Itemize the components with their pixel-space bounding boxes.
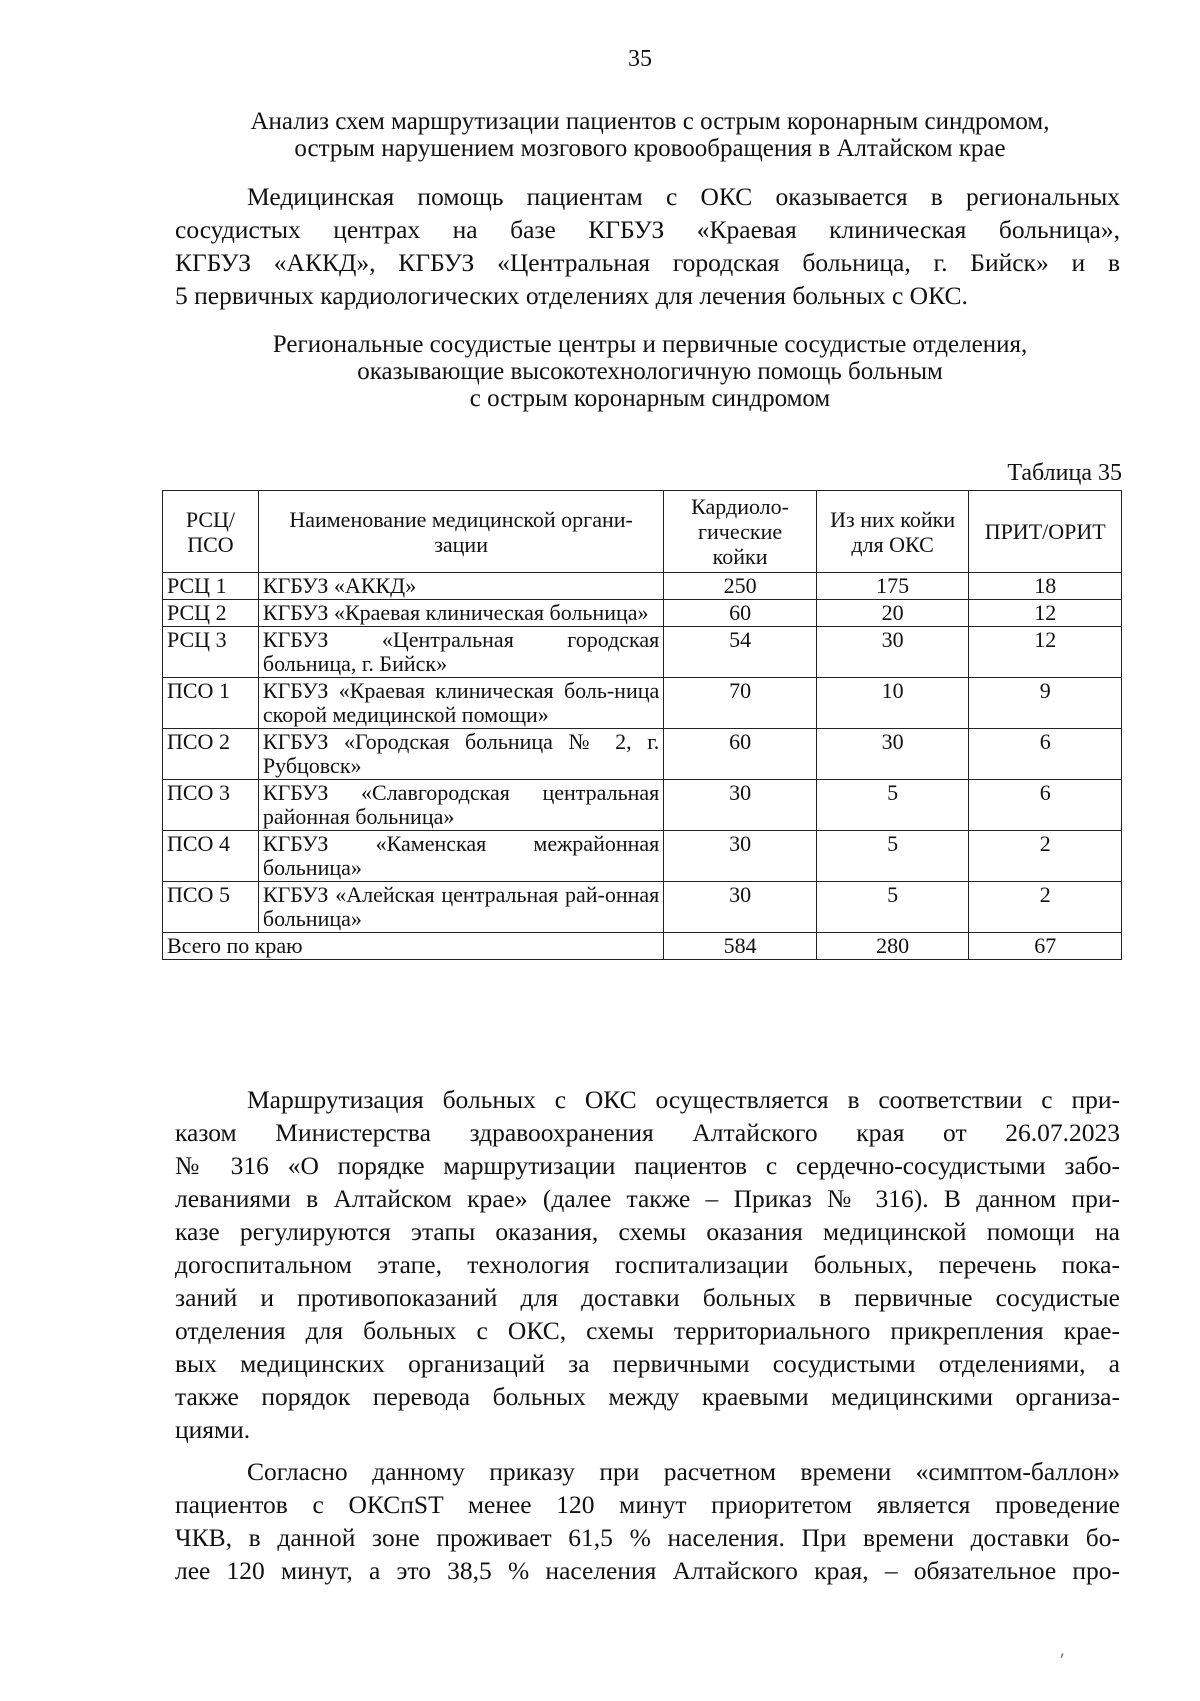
cell-total-oks: 280	[816, 933, 969, 960]
cell-total-cardio: 584	[664, 933, 817, 960]
cell-oks: 5	[816, 831, 969, 882]
cell-name: КГБУЗ «АККД»	[258, 573, 663, 600]
table-header-row	[163, 491, 1122, 573]
table-title	[175, 331, 1125, 412]
table-row	[163, 780, 1122, 831]
scan-mark: ⸴	[1060, 1642, 1065, 1662]
paragraph-line: также порядок перевода больных между краевыми медицинскими организа-	[175, 1382, 1120, 1411]
cell-icu: 9	[969, 678, 1122, 729]
paragraph-line: отделения для больных с ОКС, схемы территориального прикрепления крае-	[175, 1316, 1120, 1345]
table-caption: Таблица 35	[1007, 460, 1122, 486]
paragraph-line: догоспитальном этапе, технология госпитализации больных, перечень пока-	[175, 1250, 1120, 1279]
intro-paragraph	[175, 180, 1120, 312]
paragraph-line: лее 120 минут, а это 38,5 % населения Алтайского края, – обязательное про-	[175, 1556, 1120, 1585]
header-name: Наименование медицинской органи-зации	[258, 491, 663, 573]
cell-code: ПСО 5	[163, 882, 259, 933]
paragraph-line: пациентов с ОКСпST менее 120 минут приоритетом является проведение	[175, 1490, 1120, 1519]
header-cardio-beds: Кардиоло-гические койки	[664, 491, 817, 573]
header-code: РСЦ/ ПСО	[163, 491, 259, 573]
cell-name: КГБУЗ «Каменская межрайонная больница»	[258, 831, 663, 882]
paragraph-line: сосудистых центрах на базе КГБУЗ «Краевая клиническая больница»,	[175, 215, 1120, 244]
cell-cardio: 70	[664, 678, 817, 729]
cell-oks: 20	[816, 600, 969, 627]
cell-cardio: 54	[664, 627, 817, 678]
cell-name: КГБУЗ «Центральная городская больница, г. Бийск»	[258, 627, 663, 678]
cell-icu: 12	[969, 600, 1122, 627]
paragraph-line: 5 первичных кардиологических отделениях для лечения больных с ОКС.	[175, 281, 968, 310]
table-title-line: оказывающие высокотехнологичную помощь больным	[357, 358, 943, 385]
cell-code: ПСО 2	[163, 729, 259, 780]
paragraph-line: казом Министерства здравоохранения Алтайского края от 26.07.2023	[175, 1118, 1120, 1147]
paragraph-line: заний и противопоказаний для доставки больных в первичные сосудистые	[175, 1283, 1120, 1312]
paragraph-line: Маршрутизация больных с ОКС осуществляется в соответствии с при-	[247, 1085, 1120, 1114]
table-row	[163, 882, 1122, 933]
cell-cardio: 60	[664, 600, 817, 627]
table-row	[163, 831, 1122, 882]
cell-total-label: Всего по краю	[163, 933, 664, 960]
paragraph-line: леваниями в Алтайском крае» (далее также – Приказ № 316). В данном при-	[175, 1184, 1120, 1213]
cell-code: РСЦ 2	[163, 600, 259, 627]
cell-icu: 18	[969, 573, 1122, 600]
cell-oks: 30	[816, 627, 969, 678]
cell-cardio: 30	[664, 780, 817, 831]
table-title-line: Региональные сосудистые центры и первичные сосудистые отделения,	[272, 331, 1028, 358]
paragraph-line: казе регулируются этапы оказания, схемы оказания медицинской помощи на	[175, 1217, 1120, 1246]
paragraph-line: циями.	[175, 1415, 251, 1444]
cell-cardio: 30	[664, 831, 817, 882]
table-row	[163, 678, 1122, 729]
cell-name: КГБУЗ «Краевая клиническая боль-ница скорой медицинской помощи»	[258, 678, 663, 729]
table-row	[163, 600, 1122, 627]
section-heading	[175, 108, 1125, 162]
cell-name: КГБУЗ «Краевая клиническая больница»	[258, 600, 663, 627]
cell-name: КГБУЗ «Славгородская центральная районная больница»	[258, 780, 663, 831]
table-row	[163, 627, 1122, 678]
cell-oks: 5	[816, 882, 969, 933]
paragraph-line: Согласно данному приказу при расчетном времени «симптом-баллон»	[247, 1457, 1120, 1486]
priority-paragraph	[175, 1455, 1120, 1587]
cell-code: РСЦ 1	[163, 573, 259, 600]
cell-total-icu: 67	[969, 933, 1122, 960]
cell-code: ПСО 4	[163, 831, 259, 882]
cell-oks: 30	[816, 729, 969, 780]
routing-paragraph	[175, 1083, 1120, 1446]
paragraph-line: Медицинская помощь пациентам с ОКС оказывается в региональных	[247, 182, 1120, 211]
cell-oks: 5	[816, 780, 969, 831]
paragraph-line: № 316 «О порядке маршрутизации пациентов с сердечно-сосудистыми забо-	[175, 1151, 1120, 1180]
cell-cardio: 250	[664, 573, 817, 600]
paragraph-line: КГБУЗ «АККД», КГБУЗ «Центральная городская больница, г. Бийск» и в	[175, 248, 1120, 277]
cell-code: РСЦ 3	[163, 627, 259, 678]
cell-icu: 6	[969, 780, 1122, 831]
cell-code: ПСО 3	[163, 780, 259, 831]
cell-code: ПСО 1	[163, 678, 259, 729]
paragraph-line: вых медицинских организаций за первичными сосудистыми отделениями, а	[175, 1349, 1120, 1378]
cell-name: КГБУЗ «Городская больница № 2, г. Рубцовск»	[258, 729, 663, 780]
cell-name: КГБУЗ «Алейская центральная рай-онная больница»	[258, 882, 663, 933]
cell-oks: 175	[816, 573, 969, 600]
table-row	[163, 729, 1122, 780]
table-title-line: с острым коронарным синдромом	[469, 385, 831, 412]
table-row	[163, 573, 1122, 600]
cell-oks: 10	[816, 678, 969, 729]
cell-icu: 2	[969, 831, 1122, 882]
hospitals-table	[162, 490, 1122, 960]
page-number: 35	[628, 46, 652, 72]
cell-cardio: 30	[664, 882, 817, 933]
paragraph-line: ЧКВ, в данной зоне проживает 61,5 % населения. При времени доставки бо-	[175, 1523, 1120, 1552]
cell-icu: 12	[969, 627, 1122, 678]
table-total-row	[163, 933, 1122, 960]
header-icu: ПРИТ/ОРИТ	[969, 491, 1122, 573]
heading-line: острым нарушением мозгового кровообращения в Алтайском крае	[294, 135, 1006, 162]
cell-icu: 2	[969, 882, 1122, 933]
header-oks-beds: Из них койки для ОКС	[816, 491, 969, 573]
cell-icu: 6	[969, 729, 1122, 780]
cell-cardio: 60	[664, 729, 817, 780]
heading-line: Анализ схем маршрутизации пациентов с острым коронарным синдромом,	[250, 108, 1050, 135]
